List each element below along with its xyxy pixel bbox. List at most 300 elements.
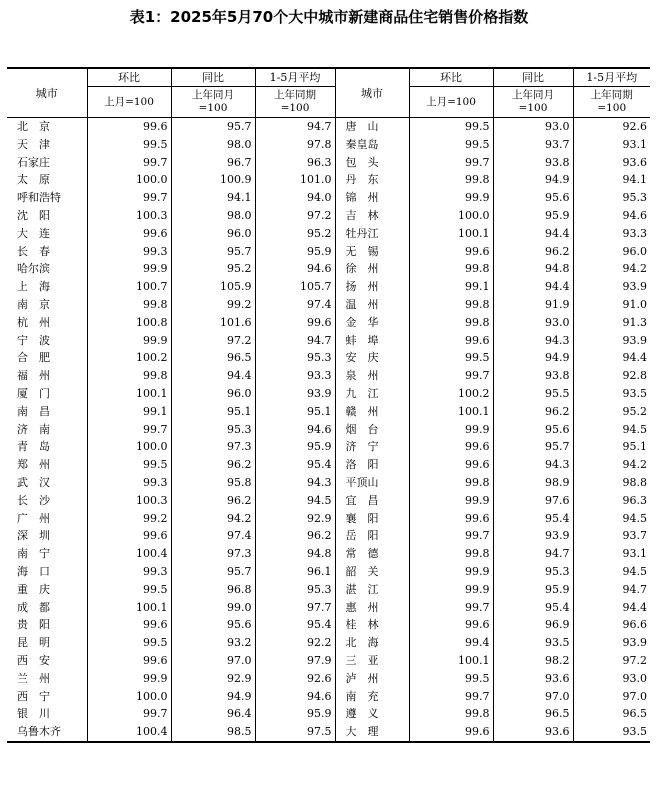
table-row — [7, 260, 650, 278]
cell-avg-right: 97.2 — [573, 652, 650, 670]
cell-yoy-right: 97.0 — [493, 688, 573, 706]
cell-yoy-right: 95.4 — [493, 599, 573, 617]
table-row — [7, 367, 650, 385]
table-row — [7, 136, 650, 154]
cell-yoy-right: 95.9 — [493, 581, 573, 599]
cell-avg-left: 97.9 — [255, 652, 335, 670]
cell-avg-right: 93.6 — [573, 154, 650, 172]
table-row — [7, 634, 650, 652]
cell-mom-right: 99.1 — [409, 278, 493, 296]
cell-avg-left: 95.4 — [255, 616, 335, 634]
cell-mom-left: 99.7 — [87, 705, 171, 723]
cell-city-left: 贵 阳 — [17, 618, 50, 632]
cell-avg-left: 96.2 — [255, 527, 335, 545]
header-yoy-sub-right: 上年同月 =100 — [493, 87, 573, 118]
cell-avg-left: 97.4 — [255, 296, 335, 314]
cell-yoy-left: 97.0 — [171, 652, 255, 670]
cell-mom-right: 100.2 — [409, 385, 493, 403]
cell-mom-right: 99.4 — [409, 634, 493, 652]
cell-avg-right: 93.1 — [573, 136, 650, 154]
cell-avg-left: 94.8 — [255, 545, 335, 563]
cell-yoy-left: 94.1 — [171, 189, 255, 207]
cell-yoy-right: 95.7 — [493, 438, 573, 456]
cell-yoy-right: 93.6 — [493, 670, 573, 688]
cell-yoy-right: 91.9 — [493, 296, 573, 314]
cell-yoy-right: 95.5 — [493, 385, 573, 403]
cell-mom-right: 99.6 — [409, 438, 493, 456]
header-avg-left: 1-5月平均 — [255, 68, 335, 87]
cell-avg-left: 96.3 — [255, 154, 335, 172]
cell-city-right: 泉 州 — [335, 367, 409, 385]
cell-avg-left: 95.2 — [255, 225, 335, 243]
cell-avg-left: 94.5 — [255, 492, 335, 510]
cell-yoy-left: 95.7 — [171, 118, 255, 136]
cell-city-right: 湛 江 — [335, 581, 409, 599]
cell-city-right: 宜 昌 — [335, 492, 409, 510]
cell-city-left: 南 京 — [17, 297, 50, 311]
cell-yoy-left: 96.7 — [171, 154, 255, 172]
cell-city-right: 韶 关 — [335, 563, 409, 581]
cell-yoy-left: 98.0 — [171, 207, 255, 225]
table-row — [7, 189, 650, 207]
cell-avg-right: 93.3 — [573, 225, 650, 243]
cell-yoy-right: 93.0 — [493, 314, 573, 332]
header-mom-right: 环比 — [409, 68, 493, 87]
cell-yoy-right: 97.6 — [493, 492, 573, 510]
cell-city-right: 秦皇岛 — [335, 136, 409, 154]
cell-mom-right: 99.6 — [409, 456, 493, 474]
cell-yoy-left: 96.2 — [171, 456, 255, 474]
cell-yoy-left: 97.3 — [171, 545, 255, 563]
cell-mom-left: 99.3 — [87, 474, 171, 492]
header-city-right: 城市 — [335, 68, 409, 118]
cell-avg-left: 95.1 — [255, 403, 335, 421]
table-row — [7, 616, 650, 634]
cell-city-left: 济 南 — [17, 422, 50, 436]
cell-avg-right: 95.3 — [573, 189, 650, 207]
cell-avg-left: 94.6 — [255, 688, 335, 706]
header-avg-sub-right: 上年同期 =100 — [573, 87, 650, 118]
cell-avg-left: 94.7 — [255, 118, 335, 136]
cell-city-left: 厦 门 — [17, 386, 50, 400]
cell-avg-left: 94.6 — [255, 421, 335, 439]
cell-mom-left: 100.7 — [87, 278, 171, 296]
table-row — [7, 225, 650, 243]
cell-avg-left: 97.2 — [255, 207, 335, 225]
cell-mom-right: 99.8 — [409, 171, 493, 189]
cell-mom-right: 99.9 — [409, 563, 493, 581]
cell-avg-right: 94.2 — [573, 456, 650, 474]
cell-mom-left: 100.1 — [87, 385, 171, 403]
cell-avg-right: 94.2 — [573, 260, 650, 278]
cell-mom-left: 99.6 — [87, 652, 171, 670]
table-row — [7, 527, 650, 545]
price-index-table — [7, 67, 650, 743]
cell-avg-left: 92.9 — [255, 510, 335, 528]
cell-mom-right: 100.1 — [409, 403, 493, 421]
cell-city-left: 呼和浩特 — [17, 191, 61, 205]
cell-avg-right: 96.3 — [573, 492, 650, 510]
cell-city-left: 西 宁 — [17, 689, 50, 703]
cell-city-left: 昆 明 — [17, 636, 50, 650]
cell-yoy-left: 96.2 — [171, 492, 255, 510]
cell-yoy-right: 93.6 — [493, 723, 573, 742]
table-row — [7, 207, 650, 225]
cell-city-right: 锦 州 — [335, 189, 409, 207]
cell-mom-right: 99.7 — [409, 527, 493, 545]
cell-avg-left: 93.3 — [255, 367, 335, 385]
table-body — [7, 118, 650, 742]
cell-yoy-left: 94.9 — [171, 688, 255, 706]
cell-avg-right: 94.4 — [573, 349, 650, 367]
cell-avg-right: 93.1 — [573, 545, 650, 563]
cell-city-left: 成 都 — [17, 600, 50, 614]
cell-avg-left: 96.1 — [255, 563, 335, 581]
cell-city-right: 三 亚 — [335, 652, 409, 670]
cell-yoy-left: 95.2 — [171, 260, 255, 278]
cell-city-left: 青 岛 — [17, 440, 50, 454]
cell-city-left: 大 连 — [17, 226, 50, 240]
cell-city-right: 大 理 — [335, 723, 409, 742]
cell-yoy-right: 93.0 — [493, 118, 573, 136]
cell-avg-left: 92.2 — [255, 634, 335, 652]
cell-avg-right: 94.5 — [573, 510, 650, 528]
cell-yoy-left: 96.0 — [171, 385, 255, 403]
cell-mom-right: 99.6 — [409, 723, 493, 742]
cell-mom-right: 100.1 — [409, 652, 493, 670]
cell-avg-right: 98.8 — [573, 474, 650, 492]
cell-city-right: 安 庆 — [335, 349, 409, 367]
cell-city-left: 广 州 — [17, 511, 50, 525]
cell-avg-right: 92.8 — [573, 367, 650, 385]
cell-mom-left: 99.8 — [87, 296, 171, 314]
cell-yoy-left: 95.1 — [171, 403, 255, 421]
cell-city-right: 遵 义 — [335, 705, 409, 723]
cell-mom-right: 99.6 — [409, 243, 493, 261]
table-row — [7, 421, 650, 439]
header-yoy-left: 同比 — [171, 68, 255, 87]
cell-avg-right: 93.9 — [573, 634, 650, 652]
cell-city-left: 武 汉 — [17, 475, 50, 489]
table-row — [7, 154, 650, 172]
cell-yoy-right: 94.4 — [493, 278, 573, 296]
cell-avg-right: 94.5 — [573, 563, 650, 581]
cell-city-right: 包 头 — [335, 154, 409, 172]
cell-avg-left: 95.4 — [255, 456, 335, 474]
cell-city-right: 扬 州 — [335, 278, 409, 296]
cell-city-right: 常 德 — [335, 545, 409, 563]
cell-yoy-right: 94.3 — [493, 332, 573, 350]
cell-avg-right: 95.2 — [573, 403, 650, 421]
cell-mom-left: 99.5 — [87, 581, 171, 599]
table-row — [7, 688, 650, 706]
cell-city-right: 烟 台 — [335, 421, 409, 439]
cell-city-left: 深 圳 — [17, 529, 50, 543]
cell-city-left: 天 津 — [17, 137, 50, 151]
table-row — [7, 652, 650, 670]
cell-yoy-right: 94.8 — [493, 260, 573, 278]
cell-mom-left: 99.7 — [87, 421, 171, 439]
table-row — [7, 278, 650, 296]
table-row — [7, 385, 650, 403]
table-row — [7, 349, 650, 367]
cell-yoy-left: 95.7 — [171, 243, 255, 261]
cell-mom-right: 99.9 — [409, 492, 493, 510]
cell-mom-left: 100.0 — [87, 438, 171, 456]
header-mom-left: 环比 — [87, 68, 171, 87]
cell-mom-right: 99.5 — [409, 670, 493, 688]
cell-mom-left: 99.7 — [87, 154, 171, 172]
header-row-2 — [7, 87, 650, 118]
table-row — [7, 403, 650, 421]
cell-avg-left: 105.7 — [255, 278, 335, 296]
cell-avg-right: 94.4 — [573, 599, 650, 617]
cell-avg-right: 94.7 — [573, 581, 650, 599]
table-row — [7, 510, 650, 528]
cell-avg-left: 95.9 — [255, 438, 335, 456]
cell-yoy-left: 101.6 — [171, 314, 255, 332]
cell-yoy-left: 93.2 — [171, 634, 255, 652]
table-row — [7, 670, 650, 688]
cell-avg-right: 95.1 — [573, 438, 650, 456]
cell-avg-left: 95.9 — [255, 705, 335, 723]
cell-mom-left: 99.9 — [87, 260, 171, 278]
cell-avg-left: 95.3 — [255, 581, 335, 599]
cell-avg-right: 93.9 — [573, 278, 650, 296]
cell-mom-left: 99.5 — [87, 634, 171, 652]
cell-yoy-right: 94.4 — [493, 225, 573, 243]
cell-mom-left: 100.8 — [87, 314, 171, 332]
cell-yoy-left: 95.3 — [171, 421, 255, 439]
cell-yoy-right: 98.2 — [493, 652, 573, 670]
cell-city-left: 重 庆 — [17, 582, 50, 596]
cell-avg-right: 93.5 — [573, 385, 650, 403]
cell-yoy-right: 96.2 — [493, 243, 573, 261]
cell-city-left: 郑 州 — [17, 458, 50, 472]
cell-yoy-right: 94.9 — [493, 349, 573, 367]
page-title: 表1：2025年5月70个大中城市新建商品住宅销售价格指数 — [129, 8, 529, 26]
cell-mom-left: 100.1 — [87, 599, 171, 617]
cell-city-left: 福 州 — [17, 369, 50, 383]
header-yoy-right: 同比 — [493, 68, 573, 87]
cell-mom-left: 99.9 — [87, 670, 171, 688]
cell-city-left: 石家庄 — [17, 155, 50, 169]
cell-yoy-left: 95.6 — [171, 616, 255, 634]
cell-city-left: 长 沙 — [17, 493, 50, 507]
cell-avg-left: 94.7 — [255, 332, 335, 350]
cell-mom-right: 99.6 — [409, 510, 493, 528]
cell-yoy-right: 95.6 — [493, 189, 573, 207]
cell-mom-right: 99.6 — [409, 616, 493, 634]
cell-city-right: 赣 州 — [335, 403, 409, 421]
cell-city-left: 南 宁 — [17, 547, 50, 561]
cell-avg-left: 93.9 — [255, 385, 335, 403]
cell-city-left: 南 昌 — [17, 404, 50, 418]
cell-city-left: 杭 州 — [17, 315, 50, 329]
cell-city-left: 沈 阳 — [17, 208, 50, 222]
cell-yoy-right: 95.9 — [493, 207, 573, 225]
cell-mom-right: 99.7 — [409, 154, 493, 172]
cell-mom-right: 100.1 — [409, 225, 493, 243]
cell-mom-right: 99.6 — [409, 332, 493, 350]
table-row — [7, 705, 650, 723]
cell-mom-left: 99.6 — [87, 527, 171, 545]
cell-city-right: 蚌 埠 — [335, 332, 409, 350]
cell-yoy-left: 96.0 — [171, 225, 255, 243]
cell-avg-right: 94.6 — [573, 207, 650, 225]
cell-mom-left: 99.5 — [87, 136, 171, 154]
table-row — [7, 492, 650, 510]
cell-avg-right: 96.5 — [573, 705, 650, 723]
cell-mom-right: 99.8 — [409, 296, 493, 314]
cell-yoy-left: 99.0 — [171, 599, 255, 617]
cell-city-right: 无 锡 — [335, 243, 409, 261]
cell-avg-left: 92.6 — [255, 670, 335, 688]
cell-city-left: 宁 波 — [17, 333, 50, 347]
cell-mom-left: 100.2 — [87, 349, 171, 367]
cell-mom-right: 99.9 — [409, 421, 493, 439]
cell-city-left: 海 口 — [17, 564, 50, 578]
header-city-left: 城市 — [7, 68, 87, 118]
cell-yoy-right: 94.7 — [493, 545, 573, 563]
cell-avg-left: 94.0 — [255, 189, 335, 207]
cell-mom-left: 99.7 — [87, 189, 171, 207]
cell-city-left: 西 安 — [17, 653, 50, 667]
cell-city-left: 太 原 — [17, 173, 50, 187]
cell-avg-left: 99.6 — [255, 314, 335, 332]
cell-city-right: 九 江 — [335, 385, 409, 403]
cell-yoy-left: 95.8 — [171, 474, 255, 492]
cell-city-right: 唐 山 — [335, 118, 409, 136]
table-row — [7, 456, 650, 474]
header-row-1 — [7, 68, 650, 87]
cell-mom-right: 99.7 — [409, 688, 493, 706]
cell-avg-right: 94.1 — [573, 171, 650, 189]
cell-mom-right: 99.9 — [409, 189, 493, 207]
cell-yoy-left: 96.8 — [171, 581, 255, 599]
table-row — [7, 243, 650, 261]
cell-mom-right: 99.7 — [409, 599, 493, 617]
cell-mom-left: 99.8 — [87, 367, 171, 385]
table-row — [7, 563, 650, 581]
cell-mom-right: 99.5 — [409, 349, 493, 367]
cell-mom-left: 100.0 — [87, 688, 171, 706]
cell-mom-left: 100.4 — [87, 723, 171, 742]
cell-yoy-left: 95.7 — [171, 563, 255, 581]
cell-yoy-left: 99.2 — [171, 296, 255, 314]
table-row — [7, 545, 650, 563]
table-row — [7, 171, 650, 189]
table-row — [7, 438, 650, 456]
cell-mom-right: 99.8 — [409, 474, 493, 492]
cell-city-right: 北 海 — [335, 634, 409, 652]
cell-yoy-left: 100.9 — [171, 171, 255, 189]
cell-yoy-right: 96.2 — [493, 403, 573, 421]
cell-avg-left: 95.9 — [255, 243, 335, 261]
cell-city-left: 银 川 — [17, 707, 50, 721]
cell-yoy-right: 96.5 — [493, 705, 573, 723]
cell-city-right: 泸 州 — [335, 670, 409, 688]
cell-yoy-right: 98.9 — [493, 474, 573, 492]
cell-mom-right: 99.8 — [409, 705, 493, 723]
cell-mom-left: 99.5 — [87, 456, 171, 474]
cell-city-right: 丹 东 — [335, 171, 409, 189]
cell-yoy-right: 94.9 — [493, 171, 573, 189]
cell-yoy-left: 94.2 — [171, 510, 255, 528]
cell-yoy-left: 98.0 — [171, 136, 255, 154]
cell-yoy-right: 95.4 — [493, 510, 573, 528]
cell-avg-left: 94.3 — [255, 474, 335, 492]
cell-yoy-right: 96.9 — [493, 616, 573, 634]
cell-mom-left: 99.6 — [87, 118, 171, 136]
cell-city-left: 乌鲁木齐 — [7, 723, 87, 742]
cell-mom-right: 99.5 — [409, 136, 493, 154]
cell-avg-left: 95.3 — [255, 349, 335, 367]
cell-avg-right: 93.0 — [573, 670, 650, 688]
cell-mom-right: 99.8 — [409, 314, 493, 332]
cell-avg-right: 97.0 — [573, 688, 650, 706]
cell-mom-left: 100.0 — [87, 171, 171, 189]
table-row — [7, 599, 650, 617]
cell-mom-right: 100.0 — [409, 207, 493, 225]
cell-yoy-left: 94.4 — [171, 367, 255, 385]
cell-yoy-left: 98.5 — [171, 723, 255, 742]
cell-yoy-right: 93.8 — [493, 154, 573, 172]
cell-mom-left: 99.3 — [87, 243, 171, 261]
cell-avg-right: 92.6 — [573, 118, 650, 136]
cell-city-left: 合 肥 — [17, 351, 50, 365]
cell-yoy-left: 92.9 — [171, 670, 255, 688]
cell-mom-left: 99.6 — [87, 616, 171, 634]
cell-avg-right: 93.7 — [573, 527, 650, 545]
cell-city-right: 温 州 — [335, 296, 409, 314]
cell-city-right: 南 充 — [335, 688, 409, 706]
cell-yoy-left: 97.3 — [171, 438, 255, 456]
cell-mom-right: 99.5 — [409, 118, 493, 136]
cell-yoy-left: 97.2 — [171, 332, 255, 350]
cell-mom-left: 99.1 — [87, 403, 171, 421]
cell-city-right: 襄 阳 — [335, 510, 409, 528]
cell-city-right: 牡丹江 — [335, 225, 409, 243]
header-mom-sub-right: 上月=100 — [409, 87, 493, 118]
table-row — [7, 332, 650, 350]
cell-yoy-right: 93.5 — [493, 634, 573, 652]
cell-avg-left: 97.7 — [255, 599, 335, 617]
cell-city-left: 北 京 — [17, 120, 50, 133]
cell-yoy-right: 93.7 — [493, 136, 573, 154]
cell-city-left: 长 春 — [17, 244, 50, 258]
cell-city-right: 金 华 — [335, 314, 409, 332]
cell-mom-right: 99.9 — [409, 581, 493, 599]
header-yoy-sub-left: 上年同月 =100 — [171, 87, 255, 118]
cell-city-right: 洛 阳 — [335, 456, 409, 474]
table-row — [7, 474, 650, 492]
cell-city-right: 桂 林 — [335, 616, 409, 634]
table-row — [7, 314, 650, 332]
cell-avg-right: 96.0 — [573, 243, 650, 261]
table-row — [7, 581, 650, 599]
cell-mom-left: 99.9 — [87, 332, 171, 350]
cell-yoy-left: 97.4 — [171, 527, 255, 545]
cell-city-right: 济 宁 — [335, 438, 409, 456]
table-row — [7, 118, 650, 136]
cell-city-right: 岳 阳 — [335, 527, 409, 545]
cell-avg-right: 93.5 — [573, 723, 650, 742]
cell-mom-right: 99.8 — [409, 545, 493, 563]
cell-mom-left: 99.6 — [87, 225, 171, 243]
cell-city-right: 平顶山 — [335, 474, 409, 492]
cell-yoy-right: 95.3 — [493, 563, 573, 581]
